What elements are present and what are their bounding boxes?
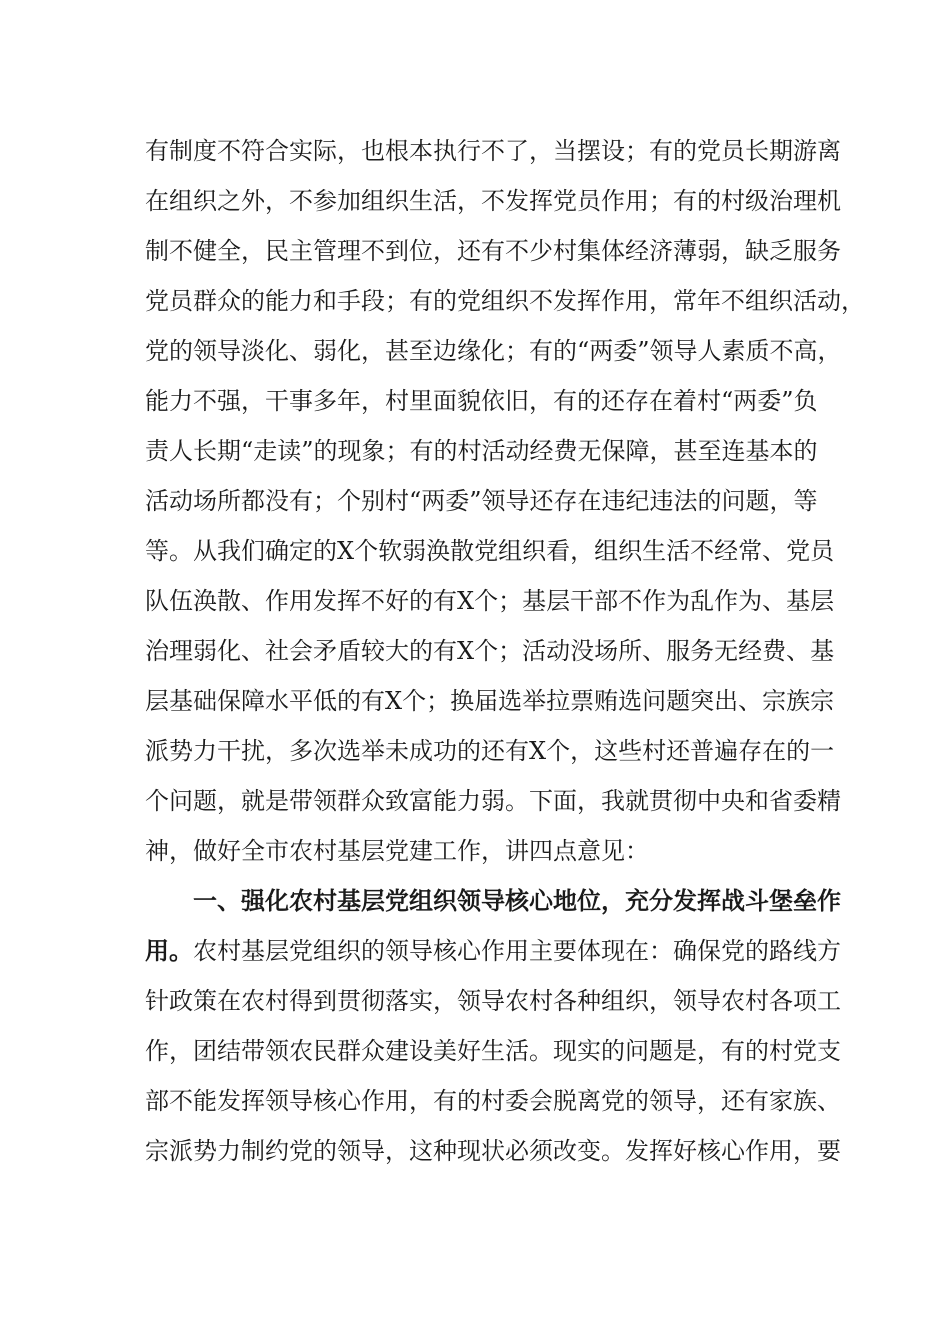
text-line: 个问题，就是带领群众致富能力弱。下面，我就贯彻中央和省委精: [145, 787, 841, 815]
text-line: 有制度不符合实际，也根本执行不了，当摆设；有的党员长期游离: [145, 137, 841, 165]
text-line: 部不能发挥领导核心作用，有的村委会脱离党的领导，还有家族、: [145, 1087, 841, 1115]
text-line: 宗派势力制约党的领导，这种现状必须改变。发挥好核心作用，要: [145, 1137, 841, 1165]
text-line: 作，团结带领农民群众建设美好生活。现实的问题是，有的村党支: [145, 1037, 841, 1065]
text-line: 在组织之外，不参加组织生活，不发挥党员作用；有的村级治理机: [145, 187, 841, 215]
text-line: 神，做好全市农村基层党建工作，讲四点意见：: [145, 837, 649, 865]
text-line: 党员群众的能力和手段；有的党组织不发挥作用，常年不组织活动，: [145, 287, 865, 315]
section-heading: 一、强化农村基层党组织领导核心地位，充分发挥战斗堡垒作: [193, 887, 841, 915]
text-line: 制不健全，民主管理不到位，还有不少村集体经济薄弱，缺乏服务: [145, 237, 841, 265]
text-line: 治理弱化、社会矛盾较大的有X个；活动没场所、服务无经费、基: [145, 637, 835, 665]
text-line: 党的领导淡化、弱化，甚至边缘化；有的“两委”领导人素质不高，: [145, 337, 842, 365]
section-heading-tail: 用。: [145, 937, 193, 965]
body-text: 农村基层党组织的领导核心作用主要体现在：确保党的路线方: [193, 937, 841, 965]
text-line: 责人长期“走读”的现象；有的村活动经费无保障，甚至连基本的: [145, 437, 818, 465]
text-line: 队伍涣散、作用发挥不好的有X个；基层干部不作为乱作为、基层: [145, 587, 835, 615]
text-line: 派势力干扰，多次选举未成功的还有X个，这些村还普遍存在的一: [145, 737, 835, 765]
text-line: 针政策在农村得到贯彻落实，领导农村各种组织，领导农村各项工: [145, 987, 841, 1015]
text-line: 层基础保障水平低的有X个；换届选举拉票贿选问题突出、宗族宗: [145, 687, 835, 715]
text-line: 等。从我们确定的X个软弱涣散党组织看，组织生活不经常、党员: [145, 537, 835, 565]
text-line: 能力不强，干事多年，村里面貌依旧，有的还存在着村“两委”负: [145, 387, 818, 415]
heading-continuation-line: [145, 931, 841, 971]
text-line: 活动场所都没有；个别村“两委”领导还存在违纪违法的问题，等: [145, 487, 818, 515]
